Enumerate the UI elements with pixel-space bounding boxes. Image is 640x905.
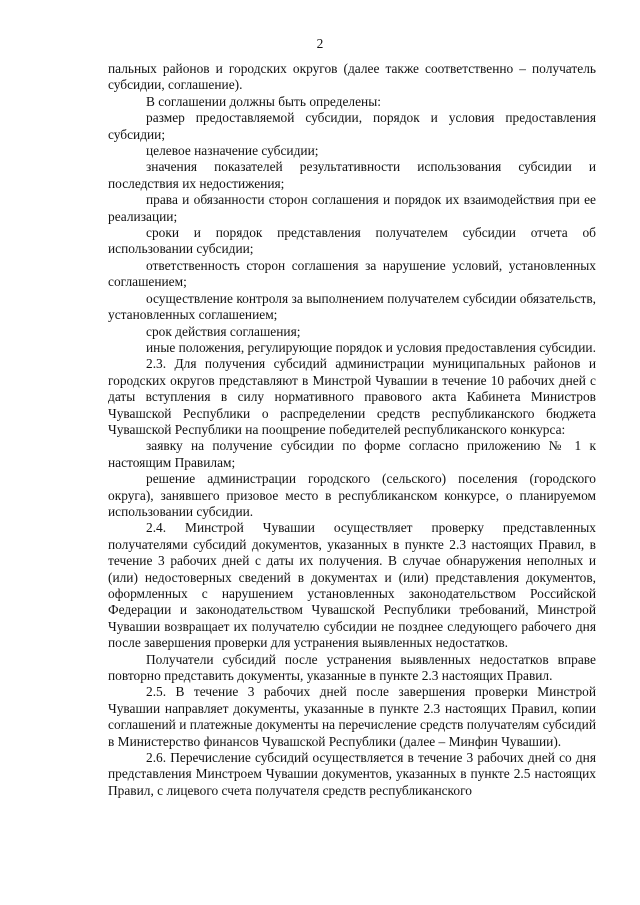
paragraph-list-item: решение администрации городского (сельского) поселения (городского округа), занявшего призовое место в республиканском конкурсе, о планируемом использовании субсидии.: [108, 471, 596, 519]
paragraph-list-item: иные положения, регулирующие порядок и условия предоставления субсидии.: [146, 339, 596, 355]
paragraph-resubmission: Получатели субсидий после устранения выявленных недостатков вправе повторно представить документы, указанные в пункте 2.3 настоящих Правил.: [108, 651, 596, 684]
paragraph-list-item: сроки и порядок представления получателем субсидии отчета об использовании субсидии;: [108, 225, 596, 257]
paragraph-agreement-intro: В соглашении должны быть определены:: [146, 93, 381, 109]
paragraph-list-item: целевое назначение субсидии;: [146, 143, 319, 159]
paragraph-list-item: права и обязанности сторон соглашения и порядок их взаимодействия при ее реализации;: [108, 192, 596, 224]
paragraph-list-item: ответственность сторон соглашения за нарушение условий, установленных соглашением;: [108, 257, 596, 290]
paragraph-section-2-4: 2.4. Минстрой Чувашии осуществляет проверку представленных получателями субсидий документов, указанных в пункте 2.3 настоящих Правил, в течение 3 рабочих дней с даты их получения. В случае обнаружения неполных и (или) недостоверных сведений в документах и (или) представления документов, оформленных с нарушением установленных законодательством Российской Федерации и законодательством Чувашской Республики требований, Минстрой Чувашии возвращает их получателю субсидии не позднее следующего рабочего дня после завершения проверки для устранения выявленных недостатков.: [108, 520, 596, 651]
paragraph-list-item: осуществление контроля за выполнением получателем субсидии обязательств, установленных соглашением;: [108, 290, 596, 323]
paragraph-section-2-5: 2.5. В течение 3 рабочих дней после завершения проверки Минстрой Чувашии направляет документы, указанные в пункте 2.3 настоящих Правил, копии соглашений и платежные документы на перечисление средств получателям субсидий в Министерство финансов Чувашской Республики (далее – Минфин Чувашии).: [108, 684, 596, 749]
paragraph-section-2-6: 2.6. Перечисление субсидий осуществляется в течение 3 рабочих дней со дня представления Минстроем Чувашии документов, указанных в пункте 2.5 настоящих Правил, с лицевого счета получателя средств республиканского: [108, 750, 596, 798]
page-number: 2: [316, 36, 324, 51]
paragraph-list-item: срок действия соглашения;: [146, 323, 301, 339]
paragraph-continuation: пальных районов и городских округов (далее также соответственно – получатель субсидии, соглашение).: [108, 61, 596, 93]
paragraph-list-item: заявку на получение субсидии по форме согласно приложению № 1 к настоящим Правилам;: [108, 438, 596, 470]
paragraph-section-2-3: 2.3. Для получения субсидий администрации муниципальных районов и городских округов представляют в Минстрой Чувашии в течение 10 рабочих дней с даты вступления в силу нормативного правового акта Кабинета Министров Чувашской Республики о распределении средств республиканского бюджета Чувашской Республики на поощрение победителей республиканского конкурса:: [108, 356, 596, 437]
paragraph-list-item: значения показателей результативности использования субсидии и последствия их недостижения;: [108, 159, 596, 191]
body-text: [108, 61, 596, 799]
paragraph-list-item: размер предоставляемой субсидии, порядок и условия предоставления субсидии;: [108, 110, 596, 142]
